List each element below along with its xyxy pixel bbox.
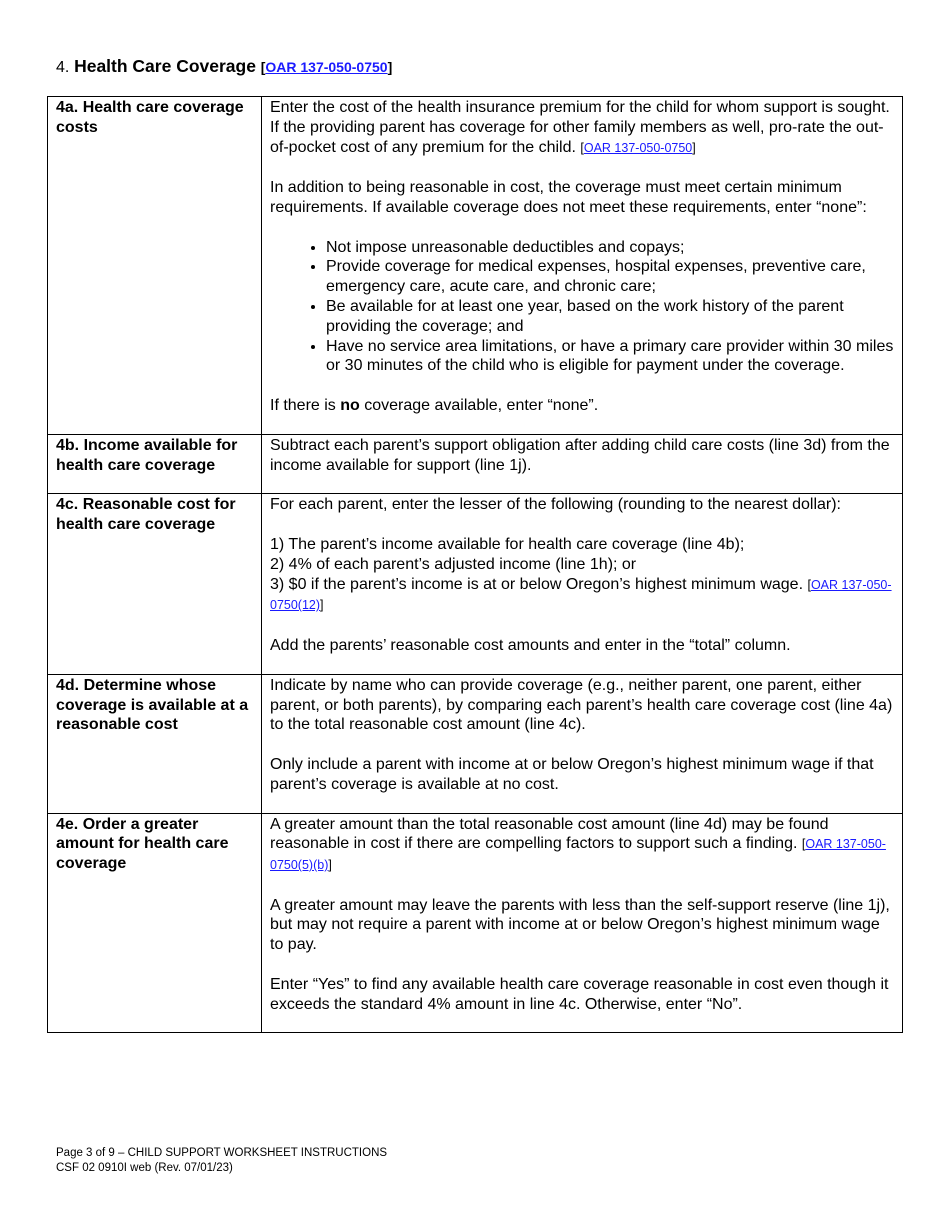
paragraph: In addition to being reasonable in cost, the coverage must meet certain minimum requirements. If available coverage does not meet these requirements, enter “none”:: [270, 179, 867, 216]
paragraph: Indicate by name who can provide coverage (e.g., neither parent, one parent, either parent, or both parents), by comparing each parent’s health care coverage cost (line 4a) to the total reasonable cost amount (line 4c).: [270, 676, 893, 734]
row-description: [262, 494, 903, 674]
oar-link[interactable]: OAR 137-050-0750: [583, 140, 693, 155]
row-label: 4b. Income available for health care coverage: [48, 434, 262, 494]
section-heading: [56, 56, 392, 77]
paragraph: If there is no coverage available, enter “none”.: [270, 396, 599, 414]
row-description: [262, 813, 903, 1033]
paragraph: A greater amount may leave the parents with less than the self-support reserve (line 1j), but may not require a parent with income at or below Oregon’s highest minimum wage to pay.: [270, 896, 890, 954]
page-number: Page 3 of 9: [56, 1147, 115, 1159]
section-number: 4.: [56, 59, 70, 76]
table-row: [48, 494, 903, 674]
requirements-list: [270, 238, 894, 377]
table-row: [48, 813, 903, 1033]
list-item: • Be available for at least one year, based on the work history of the parent providing the coverage; and: [326, 297, 894, 337]
oar-link[interactable]: OAR 137-050-0750: [265, 59, 388, 75]
table-row: [48, 97, 903, 435]
row-label: 4c. Reasonable cost for health care coverage: [48, 494, 262, 674]
instructions-table: [47, 96, 903, 1033]
paragraph: Enter the cost of the health insurance premium for the child for whom support is sought. If the providing parent has coverage for other family members as well, pro-rate the out-of-pocket cost of any premium for the child. [OAR 137-050-0750]: [270, 99, 890, 156]
document-title: – CHILD SUPPORT WORKSHEET INSTRUCTIONS: [114, 1147, 388, 1159]
list-item: • Have no service area limitations, or have a primary care provider within 30 miles or 30 minutes of the child who is eligible for payment under the coverage.: [326, 337, 894, 377]
paragraph: Only include a parent with income at or below Oregon’s highest minimum wage if that parent’s coverage is available at no cost.: [270, 755, 874, 793]
footer-line: [56, 1146, 387, 1161]
paragraph: A greater amount than the total reasonable cost amount (line 4d) may be found reasonable in cost if there are compelling factors to support such a finding. [OAR 137-050-0750(5)(b)]: [270, 815, 886, 873]
paragraph: For each parent, enter the lesser of the following (rounding to the nearest dollar):: [270, 496, 841, 514]
row-description: [262, 97, 903, 435]
list-item: • Provide coverage for medical expenses, hospital expenses, preventive care, emergency care, acute care, and chronic care;: [326, 257, 894, 297]
section-reference: [OAR 137-050-0750]: [260, 59, 393, 75]
paragraph: Subtract each parent’s support obligation after adding child care costs (line 3d) from the income available for support (line 1j).: [270, 436, 890, 474]
row-description: [262, 434, 903, 494]
list-item: • Not impose unreasonable deductibles and copays;: [326, 238, 894, 258]
form-id: CSF 02 0910I web (Rev. 07/01/23): [56, 1162, 233, 1174]
numbered-list: 1) The parent’s income available for health care coverage (line 4b); 2) 4% of each parent’s adjusted income (line 1h); or 3) $0 if the parent’s income is at or below Oregon’s highest minimum wage. [OAR 137-050-0750(12)]: [270, 535, 892, 613]
table-row: [48, 674, 903, 813]
row-label: 4e. Order a greater amount for health care coverage: [48, 813, 262, 1033]
paragraph: Enter “Yes” to find any available health care coverage reasonable in cost even though it exceeds the standard 4% amount in line 4c. Otherwise, enter “No”.: [270, 975, 889, 1013]
row-description: [262, 674, 903, 813]
page-footer: [56, 1146, 387, 1176]
paragraph: Add the parents’ reasonable cost amounts and enter in the “total” column.: [270, 636, 791, 654]
row-label: 4d. Determine whose coverage is available at a reasonable cost: [48, 674, 262, 813]
section-title: Health Care Coverage: [74, 56, 256, 76]
oar-link[interactable]: OAR 137-050-0750(12): [270, 577, 892, 613]
row-label: 4a. Health care coverage costs: [48, 97, 262, 435]
table-row: [48, 434, 903, 494]
oar-link[interactable]: OAR 137-050-0750(5)(b): [270, 837, 886, 873]
